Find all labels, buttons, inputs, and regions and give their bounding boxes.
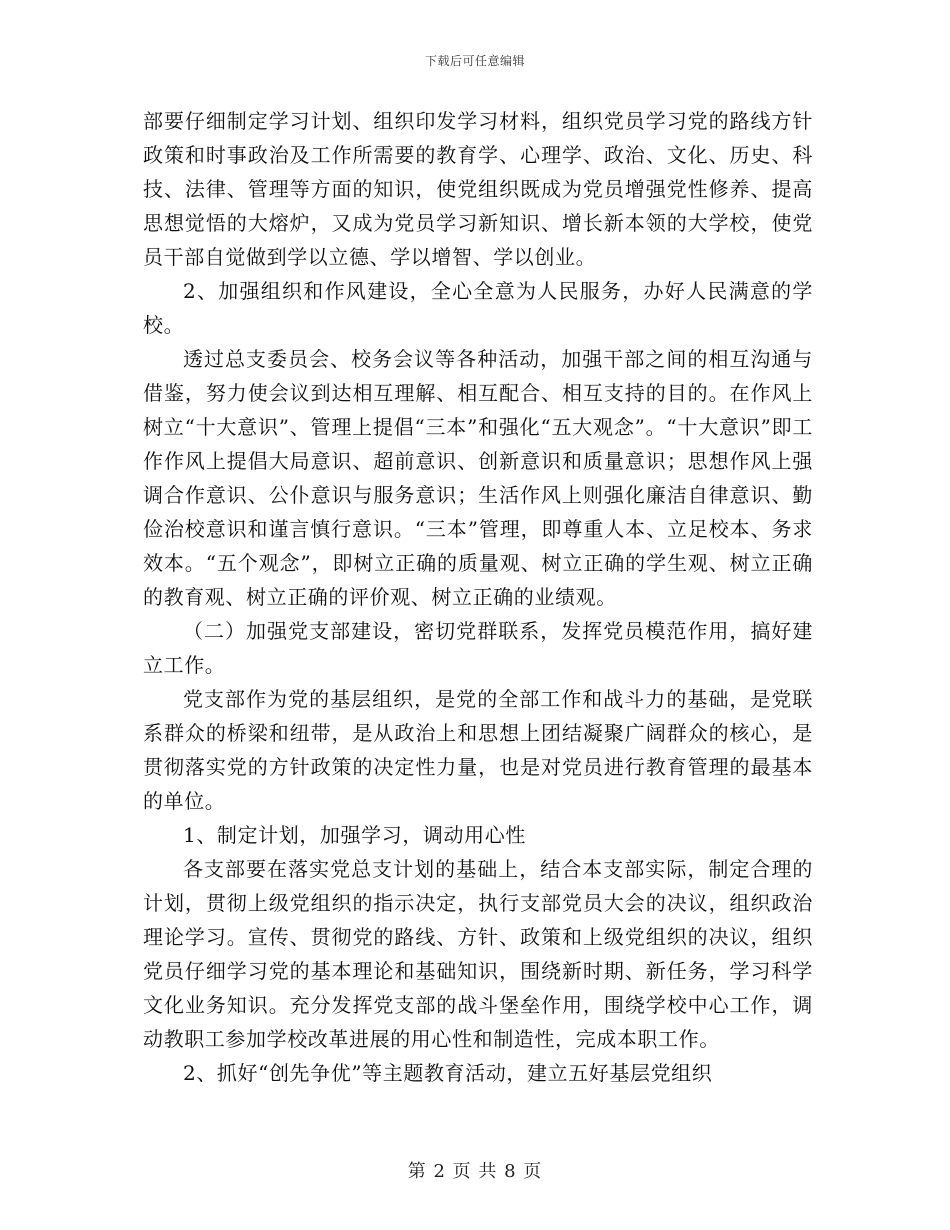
paragraph-1: 部要仔细制定学习计划、组织印发学习材料，组织党员学习党的路线方针政策和时事政治及工作所需要的教育学、心理学、政治、文化、历史、科技、法律、管理等方面的知识，使党组织既成为党员增强党性修养、提高思想觉悟的大熔炉，又成为党员学习新知识、增长新本领的大学校，使党员干部自觉做到学以立德、学以增智、学以创业。 (143, 109, 813, 269)
paragraph-8: 2、抓好“创先争优”等主题教育活动，建立五好基层党组织 (183, 1061, 713, 1085)
page-number-footer: 第 2 页 共 8 页 (407, 1161, 543, 1182)
paragraph-5: 党支部作为党的基层组织，是党的全部工作和战斗力的基础，是党联系群众的桥梁和纽带，是从政治上和思想上团结凝聚广阔群众的核心，是贯彻落实党的方针政策的决定性力量，也是对党员进行教育管理的最基本的单位。 (143, 687, 813, 813)
paragraph-7: 各支部要在落实党总支计划的基础上，结合本支部实际，制定合理的计划，贯彻上级党组织的指示决定，执行支部党员大会的决议，组织政治理论学习。宣传、贯彻党的路线、方针、政策和上级党组织的决议，组织党员仔细学习党的基本理论和基础知识，围绕新时期、新任务，学习科学文化业务知识。充分发挥党支部的战斗堡垒作用，围绕学校中心工作，调动教职工参加学校改革进展的用心性和制造性，完成本职工作。 (143, 857, 813, 1051)
paragraph-2: 2、加强组织和作风建设，全心全意为人民服务，办好人民满意的学校。 (143, 279, 813, 337)
document-body (143, 104, 813, 1090)
header-note: 下载后可任意编辑 (424, 54, 525, 68)
paragraph-4: （二）加强党支部建设，密切党群联系，发挥党员模范作用，搞好建立工作。 (143, 619, 813, 677)
paragraph-6: 1、制定计划，加强学习，调动用心性 (183, 823, 526, 847)
paragraph-3: 透过总支委员会、校务会议等各种活动，加强干部之间的相互沟通与借鉴，努力使会议到达相互理解、相互配合、相互支持的目的。在作风上树立“十大意识”、管理上提倡“三本”和强化“五大观念”。“十大意识”即工作作风上提倡大局意识、超前意识、创新意识和质量意识；思想作风上强调合作意识、公仆意识与服务意识；生活作风上则强化廉洁自律意识、勤俭治校意识和谨言慎行意识。“三本”管理，即尊重人本、立足校本、务求效本。“五个观念”，即树立正确的质量观、树立正确的学生观、树立正确的教育观、树立正确的评价观、树立正确的业绩观。 (143, 347, 813, 609)
